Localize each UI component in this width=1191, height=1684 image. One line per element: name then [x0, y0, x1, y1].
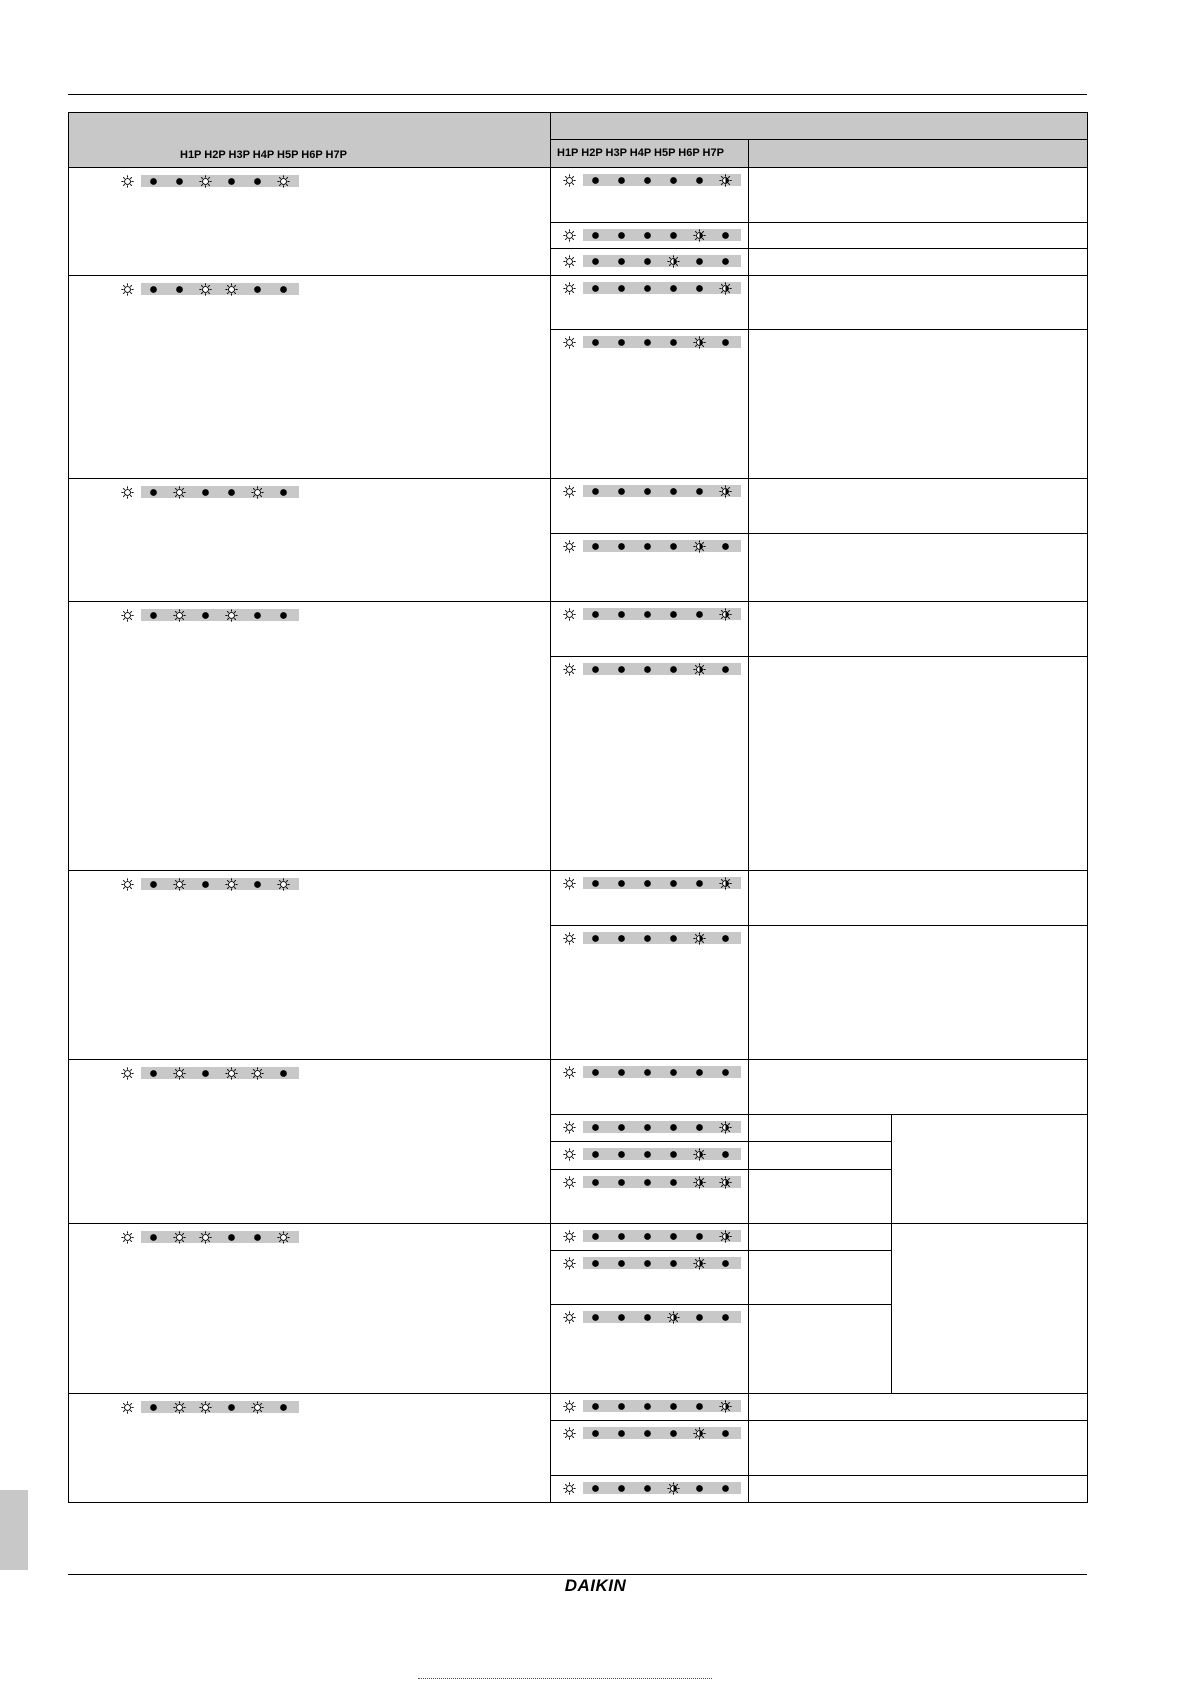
- led-off-dot-icon: [147, 175, 160, 188]
- led-off-dot-icon: [589, 1311, 602, 1324]
- led-off-dot-icon: [719, 229, 732, 242]
- led-off-dot-icon: [615, 1400, 628, 1413]
- led-off-dot-icon: [615, 1176, 628, 1189]
- remark-cell: [891, 1114, 1088, 1225]
- led-off-dot-icon: [615, 1066, 628, 1079]
- led-off-dot-icon: [641, 1311, 654, 1324]
- led-off-dot-icon: [641, 1121, 654, 1134]
- led-on-sun-icon: [225, 283, 238, 296]
- led-off-dot-icon: [719, 1257, 732, 1270]
- led-on-sun-icon: [563, 1427, 576, 1440]
- led-off-dot-icon: [589, 1121, 602, 1134]
- description-cell: [748, 329, 1088, 480]
- description-cell: [748, 275, 1088, 331]
- led-off-dot-icon: [667, 1176, 680, 1189]
- led-bar-background: [583, 485, 741, 497]
- led-blink-icon: [667, 255, 680, 268]
- led-on-sun-icon: [563, 1066, 576, 1079]
- led-off-dot-icon: [277, 283, 290, 296]
- led-off-dot-icon: [615, 485, 628, 498]
- led-blink-icon: [693, 229, 706, 242]
- led-off-dot-icon: [641, 877, 654, 890]
- led-off-dot-icon: [589, 1066, 602, 1079]
- led-blink-icon: [667, 1311, 680, 1324]
- led-on-sun-icon: [563, 932, 576, 945]
- led-bar-background: [583, 229, 741, 241]
- led-bar-background: [583, 877, 741, 889]
- led-off-dot-icon: [693, 1311, 706, 1324]
- led-bar-background: [583, 255, 741, 267]
- led-bar-background: [583, 663, 741, 675]
- led-off-dot-icon: [719, 1066, 732, 1079]
- led-off-dot-icon: [693, 255, 706, 268]
- led-off-dot-icon: [641, 1066, 654, 1079]
- led-off-dot-icon: [251, 175, 264, 188]
- led-off-dot-icon: [615, 1230, 628, 1243]
- led-bar-background: [583, 1427, 741, 1439]
- led-off-dot-icon: [589, 1400, 602, 1413]
- led-blink-icon: [719, 174, 732, 187]
- led-off-dot-icon: [173, 175, 186, 188]
- led-off-dot-icon: [199, 878, 212, 891]
- led-off-dot-icon: [641, 336, 654, 349]
- led-off-dot-icon: [719, 255, 732, 268]
- led-off-dot-icon: [615, 1257, 628, 1270]
- led-off-dot-icon: [719, 540, 732, 553]
- led-off-dot-icon: [641, 1176, 654, 1189]
- led-off-dot-icon: [667, 174, 680, 187]
- led-off-dot-icon: [667, 1400, 680, 1413]
- description-cell: [748, 1304, 892, 1395]
- led-off-dot-icon: [615, 174, 628, 187]
- top-rule: [68, 94, 1087, 95]
- led-off-dot-icon: [641, 1230, 654, 1243]
- led-off-dot-icon: [589, 540, 602, 553]
- led-off-dot-icon: [251, 878, 264, 891]
- led-off-dot-icon: [277, 486, 290, 499]
- side-tab: [0, 1490, 28, 1570]
- led-off-dot-icon: [667, 608, 680, 621]
- led-off-dot-icon: [147, 283, 160, 296]
- led-off-dot-icon: [641, 1400, 654, 1413]
- led-bar-background: [583, 1066, 741, 1078]
- led-on-sun-icon: [121, 175, 134, 188]
- led-off-dot-icon: [667, 1257, 680, 1270]
- led-off-dot-icon: [693, 1230, 706, 1243]
- led-off-dot-icon: [667, 663, 680, 676]
- description-cell: [748, 533, 1088, 603]
- led-on-sun-icon: [563, 1311, 576, 1324]
- led-on-sun-icon: [173, 486, 186, 499]
- led-blink-icon: [719, 1230, 732, 1243]
- led-on-sun-icon: [121, 1067, 134, 1080]
- led-off-dot-icon: [719, 663, 732, 676]
- led-off-dot-icon: [641, 1148, 654, 1161]
- description-cell: [748, 1059, 1088, 1116]
- led-off-dot-icon: [615, 1148, 628, 1161]
- led-on-sun-icon: [225, 878, 238, 891]
- led-off-dot-icon: [589, 1176, 602, 1189]
- led-off-dot-icon: [719, 336, 732, 349]
- led-on-sun-icon: [199, 175, 212, 188]
- led-off-dot-icon: [667, 877, 680, 890]
- led-off-dot-icon: [615, 877, 628, 890]
- led-off-dot-icon: [615, 1427, 628, 1440]
- led-off-dot-icon: [693, 282, 706, 295]
- led-off-dot-icon: [615, 255, 628, 268]
- left-status-cell: [68, 275, 551, 480]
- led-off-dot-icon: [589, 608, 602, 621]
- led-off-dot-icon: [641, 485, 654, 498]
- led-off-dot-icon: [667, 1148, 680, 1161]
- led-off-dot-icon: [589, 485, 602, 498]
- led-off-dot-icon: [667, 1427, 680, 1440]
- description-cell: [748, 1169, 892, 1225]
- led-off-dot-icon: [667, 1230, 680, 1243]
- led-on-sun-icon: [173, 609, 186, 622]
- led-on-sun-icon: [199, 1401, 212, 1414]
- led-on-sun-icon: [121, 1401, 134, 1414]
- led-off-dot-icon: [277, 1067, 290, 1080]
- led-on-sun-icon: [563, 1230, 576, 1243]
- led-off-dot-icon: [719, 1427, 732, 1440]
- led-off-dot-icon: [251, 609, 264, 622]
- led-on-sun-icon: [199, 1231, 212, 1244]
- led-off-dot-icon: [589, 877, 602, 890]
- description-cell: [748, 601, 1088, 658]
- right-led-cell: [550, 656, 749, 872]
- led-off-dot-icon: [147, 486, 160, 499]
- led-on-sun-icon: [563, 1148, 576, 1161]
- led-off-dot-icon: [693, 485, 706, 498]
- left-status-cell: [68, 1059, 551, 1225]
- led-off-dot-icon: [667, 282, 680, 295]
- led-off-dot-icon: [693, 174, 706, 187]
- led-off-dot-icon: [667, 932, 680, 945]
- led-blink-icon: [667, 1482, 680, 1495]
- led-bar-background: [583, 1121, 741, 1133]
- led-on-sun-icon: [563, 485, 576, 498]
- led-off-dot-icon: [589, 1148, 602, 1161]
- led-off-dot-icon: [641, 932, 654, 945]
- led-bar-background: [141, 175, 299, 187]
- led-off-dot-icon: [225, 1231, 238, 1244]
- led-off-dot-icon: [641, 608, 654, 621]
- led-on-sun-icon: [251, 486, 264, 499]
- led-on-sun-icon: [277, 175, 290, 188]
- led-on-sun-icon: [563, 1482, 576, 1495]
- led-blink-icon: [693, 1427, 706, 1440]
- led-off-dot-icon: [615, 336, 628, 349]
- led-off-dot-icon: [589, 1230, 602, 1243]
- led-off-dot-icon: [589, 1427, 602, 1440]
- right-header-columns: H1P H2P H3P H4P H5P H6P H7P: [557, 147, 724, 159]
- led-bar-background: [583, 1257, 741, 1269]
- led-on-sun-icon: [277, 878, 290, 891]
- led-on-sun-icon: [563, 1176, 576, 1189]
- led-bar-background: [141, 283, 299, 295]
- led-off-dot-icon: [693, 608, 706, 621]
- led-off-dot-icon: [173, 283, 186, 296]
- right-header-desc-cell: [748, 139, 1088, 168]
- led-off-dot-icon: [147, 1067, 160, 1080]
- led-blink-icon: [719, 282, 732, 295]
- led-on-sun-icon: [121, 609, 134, 622]
- led-off-dot-icon: [667, 485, 680, 498]
- led-on-sun-icon: [563, 229, 576, 242]
- led-blink-icon: [719, 1121, 732, 1134]
- led-off-dot-icon: [693, 1121, 706, 1134]
- led-bar-background: [583, 608, 741, 620]
- description-cell: [748, 248, 1088, 277]
- led-on-sun-icon: [121, 283, 134, 296]
- led-off-dot-icon: [589, 663, 602, 676]
- led-off-dot-icon: [667, 1121, 680, 1134]
- description-cell: [748, 656, 1088, 872]
- remark-cell: [891, 1223, 1088, 1395]
- led-off-dot-icon: [589, 932, 602, 945]
- led-off-dot-icon: [199, 609, 212, 622]
- led-bar-background: [583, 1230, 741, 1242]
- led-bar-background: [583, 282, 741, 294]
- daikin-logo: DAIKIN: [564, 1576, 627, 1595]
- led-off-dot-icon: [667, 540, 680, 553]
- led-off-dot-icon: [251, 1231, 264, 1244]
- led-off-dot-icon: [693, 1482, 706, 1495]
- description-cell: [748, 1141, 892, 1171]
- led-off-dot-icon: [641, 540, 654, 553]
- led-bar-background: [141, 1067, 299, 1079]
- led-blink-icon: [693, 663, 706, 676]
- led-off-dot-icon: [615, 540, 628, 553]
- page-mark: [418, 1678, 712, 1680]
- led-blink-icon: [719, 877, 732, 890]
- led-off-dot-icon: [251, 283, 264, 296]
- led-off-dot-icon: [615, 229, 628, 242]
- description-cell: [748, 1393, 1088, 1422]
- led-on-sun-icon: [173, 1401, 186, 1414]
- led-off-dot-icon: [615, 932, 628, 945]
- led-on-sun-icon: [121, 486, 134, 499]
- led-off-dot-icon: [641, 663, 654, 676]
- description-cell: [748, 925, 1088, 1061]
- led-off-dot-icon: [225, 486, 238, 499]
- left-status-cell: [68, 1223, 551, 1395]
- led-off-dot-icon: [719, 1311, 732, 1324]
- led-off-dot-icon: [277, 1401, 290, 1414]
- led-blink-icon: [693, 540, 706, 553]
- led-off-dot-icon: [199, 486, 212, 499]
- led-off-dot-icon: [719, 1482, 732, 1495]
- led-on-sun-icon: [277, 1231, 290, 1244]
- led-bar-background: [141, 486, 299, 498]
- led-bar-background: [583, 1400, 741, 1412]
- led-on-sun-icon: [121, 1231, 134, 1244]
- led-off-dot-icon: [225, 1401, 238, 1414]
- led-off-dot-icon: [589, 255, 602, 268]
- led-blink-icon: [719, 1176, 732, 1189]
- led-off-dot-icon: [641, 174, 654, 187]
- led-off-dot-icon: [641, 282, 654, 295]
- description-cell: [748, 1223, 892, 1252]
- led-off-dot-icon: [615, 663, 628, 676]
- led-off-dot-icon: [147, 1231, 160, 1244]
- led-blink-icon: [719, 485, 732, 498]
- led-bar-background: [583, 1176, 741, 1188]
- led-off-dot-icon: [615, 608, 628, 621]
- led-off-dot-icon: [147, 1401, 160, 1414]
- led-on-sun-icon: [173, 1231, 186, 1244]
- led-on-sun-icon: [121, 878, 134, 891]
- led-off-dot-icon: [719, 932, 732, 945]
- led-off-dot-icon: [589, 1257, 602, 1270]
- led-bar-background: [583, 1311, 741, 1323]
- led-bar-background: [583, 1482, 741, 1494]
- description-cell: [748, 1475, 1088, 1503]
- led-off-dot-icon: [589, 1482, 602, 1495]
- left-status-cell: [68, 870, 551, 1061]
- led-off-dot-icon: [589, 229, 602, 242]
- description-cell: [748, 167, 1088, 224]
- led-blink-icon: [719, 1400, 732, 1413]
- left-header-columns: H1P H2P H3P H4P H5P H6P H7P: [180, 149, 347, 161]
- led-off-dot-icon: [693, 1066, 706, 1079]
- led-on-sun-icon: [251, 1067, 264, 1080]
- led-off-dot-icon: [641, 1257, 654, 1270]
- led-on-sun-icon: [563, 282, 576, 295]
- right-led-cell: [550, 329, 749, 480]
- led-off-dot-icon: [641, 1427, 654, 1440]
- led-off-dot-icon: [615, 1482, 628, 1495]
- led-off-dot-icon: [641, 255, 654, 268]
- led-off-dot-icon: [667, 336, 680, 349]
- led-on-sun-icon: [563, 663, 576, 676]
- led-off-dot-icon: [667, 229, 680, 242]
- led-on-sun-icon: [563, 540, 576, 553]
- led-off-dot-icon: [641, 1482, 654, 1495]
- right-led-cell: [550, 925, 749, 1061]
- led-blink-icon: [693, 1176, 706, 1189]
- led-blink-icon: [693, 1148, 706, 1161]
- led-blink-icon: [719, 608, 732, 621]
- led-blink-icon: [693, 932, 706, 945]
- led-on-sun-icon: [563, 174, 576, 187]
- led-blink-icon: [693, 1257, 706, 1270]
- led-off-dot-icon: [199, 1067, 212, 1080]
- description-cell: [748, 478, 1088, 535]
- led-on-sun-icon: [173, 1067, 186, 1080]
- led-bar-background: [583, 174, 741, 186]
- led-off-dot-icon: [667, 1066, 680, 1079]
- led-bar-background: [583, 1148, 741, 1160]
- led-off-dot-icon: [615, 1311, 628, 1324]
- led-bar-background: [583, 932, 741, 944]
- description-cell: [748, 870, 1088, 927]
- led-off-dot-icon: [589, 336, 602, 349]
- led-blink-icon: [693, 336, 706, 349]
- bottom-rule: [68, 1574, 1087, 1575]
- led-off-dot-icon: [641, 229, 654, 242]
- led-on-sun-icon: [199, 283, 212, 296]
- led-off-dot-icon: [615, 282, 628, 295]
- led-on-sun-icon: [563, 608, 576, 621]
- led-on-sun-icon: [563, 877, 576, 890]
- led-on-sun-icon: [225, 1067, 238, 1080]
- led-bar-background: [583, 540, 741, 552]
- led-on-sun-icon: [225, 609, 238, 622]
- led-off-dot-icon: [693, 877, 706, 890]
- led-bar-background: [141, 1401, 299, 1413]
- led-on-sun-icon: [563, 255, 576, 268]
- led-off-dot-icon: [147, 609, 160, 622]
- right-header-top-cell: [550, 112, 1088, 140]
- led-on-sun-icon: [563, 336, 576, 349]
- led-off-dot-icon: [719, 1148, 732, 1161]
- led-bar-background: [141, 609, 299, 621]
- led-on-sun-icon: [251, 1401, 264, 1414]
- led-on-sun-icon: [173, 878, 186, 891]
- description-cell: [748, 1420, 1088, 1477]
- led-off-dot-icon: [589, 282, 602, 295]
- led-on-sun-icon: [563, 1121, 576, 1134]
- description-cell: [748, 222, 1088, 250]
- led-off-dot-icon: [693, 1400, 706, 1413]
- led-bar-background: [141, 878, 299, 890]
- description-cell: [748, 1250, 892, 1306]
- led-bar-background: [141, 1231, 299, 1243]
- description-cell: [748, 1114, 892, 1143]
- led-off-dot-icon: [147, 878, 160, 891]
- led-bar-background: [583, 336, 741, 348]
- led-off-dot-icon: [225, 175, 238, 188]
- left-status-cell: [68, 601, 551, 872]
- led-on-sun-icon: [563, 1400, 576, 1413]
- led-off-dot-icon: [277, 609, 290, 622]
- led-off-dot-icon: [589, 174, 602, 187]
- led-off-dot-icon: [615, 1121, 628, 1134]
- led-on-sun-icon: [563, 1257, 576, 1270]
